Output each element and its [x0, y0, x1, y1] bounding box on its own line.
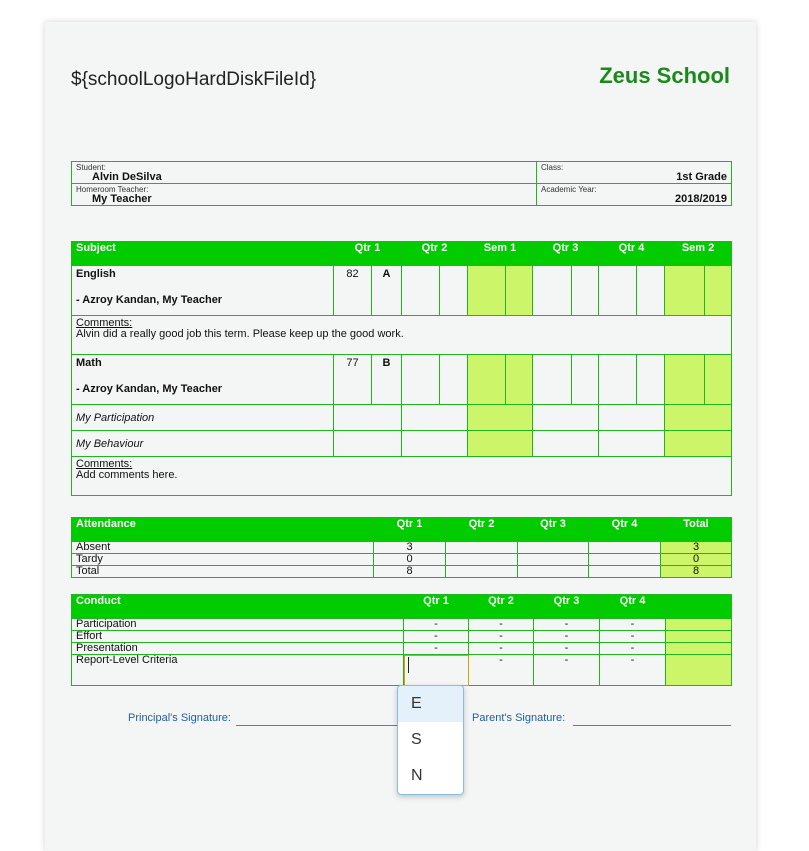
sem1-letter-cell[interactable] [506, 266, 533, 316]
q1-score-cell[interactable]: 77 [334, 355, 372, 405]
q4-cell[interactable]: - [600, 631, 666, 643]
sem1-score-cell[interactable] [468, 266, 506, 316]
conduct-table [71, 594, 732, 686]
q1-score-cell[interactable]: 82 [334, 266, 372, 316]
comments-cell[interactable] [72, 457, 732, 496]
conduct-row-effort [72, 631, 732, 643]
total-cell: 0 [661, 554, 732, 566]
row-label: Absent [72, 542, 374, 554]
teacher-label: Homeroom Teacher: [76, 185, 149, 194]
q1-cell-editing[interactable] [404, 655, 469, 686]
sem2-letter-cell[interactable] [705, 266, 732, 316]
header-qtr3: Qtr 3 [533, 242, 599, 266]
attendance-header-row [72, 518, 732, 542]
criteria-row [72, 431, 732, 457]
dropdown-option-e[interactable]: E [398, 686, 463, 722]
criteria-q1-cell[interactable] [334, 431, 402, 457]
header-sem2: Sem 2 [665, 242, 732, 266]
q1-cell[interactable]: 0 [374, 554, 446, 566]
total-cell: 8 [661, 566, 732, 578]
header-sem1: Sem 1 [468, 242, 533, 266]
header-qtr1: Qtr 1 [404, 595, 469, 619]
header-subject: Subject [72, 242, 334, 266]
q3-letter-cell[interactable] [572, 355, 599, 405]
q2-cell[interactable] [446, 554, 518, 566]
row-label: Total [72, 566, 374, 578]
q1-letter-cell[interactable]: B [372, 355, 402, 405]
criteria-q2-cell[interactable] [402, 431, 468, 457]
q2-score-cell[interactable] [402, 266, 440, 316]
q1-cell[interactable]: - [404, 631, 469, 643]
criteria-q4-cell[interactable] [599, 431, 665, 457]
comments-row-english [72, 316, 732, 355]
q2-cell[interactable]: - [469, 619, 534, 631]
school-name: Zeus School [599, 63, 730, 88]
subject-cell [72, 266, 334, 316]
q2-cell[interactable] [446, 542, 518, 554]
criteria-q1-cell[interactable] [334, 405, 402, 431]
q3-score-cell[interactable] [533, 355, 572, 405]
student-label: Student: [76, 163, 106, 172]
criteria-q2-cell[interactable] [402, 405, 468, 431]
grades-header-row [72, 242, 732, 266]
sem2-score-cell[interactable] [665, 266, 705, 316]
total-cell [666, 643, 732, 655]
class-label: Class: [541, 163, 564, 172]
subject-row-math [72, 355, 732, 405]
comments-text: Add comments here. [76, 469, 178, 481]
q3-score-cell[interactable] [533, 266, 572, 316]
criteria-sem1-cell[interactable] [468, 405, 533, 431]
q4-cell[interactable]: - [600, 655, 666, 686]
header-conduct: Conduct [72, 595, 404, 619]
text-caret [408, 657, 409, 673]
grade-dropdown-menu [397, 685, 464, 795]
total-cell [666, 631, 732, 643]
parent-signature-line[interactable] [573, 725, 731, 726]
total-cell [666, 619, 732, 631]
q3-cell[interactable]: - [534, 631, 600, 643]
teacher-name: My Teacher [92, 193, 152, 205]
year-value: 2018/2019 [675, 193, 727, 205]
comments-label: Comments: [76, 458, 133, 470]
q4-letter-cell[interactable] [637, 266, 665, 316]
grades-table [71, 241, 732, 496]
attendance-row-absent [72, 542, 732, 554]
total-cell [666, 655, 732, 686]
comments-label: Comments: [76, 317, 133, 329]
criteria-label: My Participation [72, 405, 334, 431]
subject-row-english [72, 266, 732, 316]
criteria-row [72, 405, 732, 431]
q3-cell[interactable]: - [534, 643, 600, 655]
q2-cell[interactable]: - [469, 631, 534, 643]
q3-cell[interactable] [518, 554, 589, 566]
class-cell [537, 162, 732, 184]
subject-teacher: - Azroy Kandan, My Teacher [76, 383, 223, 395]
student-name: Alvin DeSilva [92, 171, 162, 183]
sem2-score-cell[interactable] [665, 355, 705, 405]
conduct-header-row [72, 595, 732, 619]
subject-name: Math [76, 357, 102, 369]
comments-cell[interactable] [72, 316, 732, 355]
q1-cell[interactable]: - [404, 643, 469, 655]
criteria-q3-cell[interactable] [533, 405, 599, 431]
total-cell: 3 [661, 542, 732, 554]
teacher-cell [72, 184, 537, 206]
subject-cell [72, 355, 334, 405]
q3-letter-cell[interactable] [572, 266, 599, 316]
row-label: Tardy [72, 554, 374, 566]
student-cell [72, 162, 537, 184]
dropdown-option-n[interactable]: N [411, 767, 423, 784]
q4-score-cell[interactable] [599, 355, 637, 405]
q1-cell[interactable]: - [404, 619, 469, 631]
header-blank [666, 595, 732, 619]
subject-name: English [76, 268, 116, 280]
header-qtr3: Qtr 3 [534, 595, 600, 619]
sem1-score-cell[interactable] [468, 355, 506, 405]
q1-cell[interactable]: 3 [374, 542, 446, 554]
row-label: Effort [72, 631, 404, 643]
criteria-label: My Behaviour [72, 431, 334, 457]
q4-score-cell[interactable] [599, 266, 637, 316]
attendance-row-total [72, 566, 732, 578]
header-qtr4: Qtr 4 [589, 518, 661, 542]
year-cell [537, 184, 732, 206]
attendance-table [71, 517, 732, 578]
criteria-q4-cell[interactable] [599, 405, 665, 431]
q3-cell[interactable]: - [534, 619, 600, 631]
student-info-table [71, 161, 732, 206]
q2-cell[interactable] [446, 566, 518, 578]
q2-letter-cell[interactable] [440, 355, 468, 405]
q2-cell[interactable]: - [469, 643, 534, 655]
criteria-sem1-cell[interactable] [468, 431, 533, 457]
header-qtr2: Qtr 2 [469, 595, 534, 619]
principal-signature-line[interactable] [236, 725, 398, 726]
header-qtr4: Qtr 4 [599, 242, 665, 266]
criteria-sem2-cell[interactable] [665, 405, 732, 431]
header-qtr1: Qtr 1 [374, 518, 446, 542]
q1-cell[interactable]: 8 [374, 566, 446, 578]
q3-cell[interactable] [518, 542, 589, 554]
comments-row-math [72, 457, 732, 496]
dropdown-option-s[interactable]: S [411, 731, 422, 748]
q2-letter-cell[interactable] [440, 266, 468, 316]
q4-cell[interactable] [589, 566, 661, 578]
q2-score-cell[interactable] [402, 355, 440, 405]
q4-cell[interactable] [589, 554, 661, 566]
row-label: Participation [72, 619, 404, 631]
q2-cell[interactable]: - [469, 655, 534, 686]
attendance-row-tardy [72, 554, 732, 566]
principal-signature-label: Principal's Signature: [128, 712, 231, 724]
header-total: Total [661, 518, 732, 542]
conduct-row-report-level [72, 655, 732, 686]
sem1-letter-cell[interactable] [506, 355, 533, 405]
q4-cell[interactable]: - [600, 643, 666, 655]
row-label: Report-Level Criteria [72, 655, 404, 686]
q4-cell[interactable]: - [600, 619, 666, 631]
subject-teacher: - Azroy Kandan, My Teacher [76, 294, 223, 306]
comments-text: Alvin did a really good job this term. Please keep up the good work. [76, 328, 404, 340]
q3-cell[interactable] [518, 566, 589, 578]
header-qtr2: Qtr 2 [402, 242, 468, 266]
criteria-sem2-cell[interactable] [665, 431, 732, 457]
header-qtr1: Qtr 1 [334, 242, 402, 266]
q1-letter-cell[interactable]: A [372, 266, 402, 316]
header-qtr3: Qtr 3 [518, 518, 589, 542]
sem2-letter-cell[interactable] [705, 355, 732, 405]
conduct-row-participation [72, 619, 732, 631]
school-logo-placeholder: ${schoolLogoHardDiskFileId} [71, 69, 317, 90]
q4-letter-cell[interactable] [637, 355, 665, 405]
q3-cell[interactable]: - [534, 655, 600, 686]
criteria-q3-cell[interactable] [533, 431, 599, 457]
q4-cell[interactable] [589, 542, 661, 554]
header-qtr4: Qtr 4 [600, 595, 666, 619]
header-attendance: Attendance [72, 518, 374, 542]
year-label: Academic Year: [541, 185, 597, 194]
class-value: 1st Grade [676, 171, 727, 183]
row-label: Presentation [72, 643, 404, 655]
parent-signature-label: Parent's Signature: [472, 712, 566, 724]
conduct-row-presentation [72, 643, 732, 655]
header-qtr2: Qtr 2 [446, 518, 518, 542]
